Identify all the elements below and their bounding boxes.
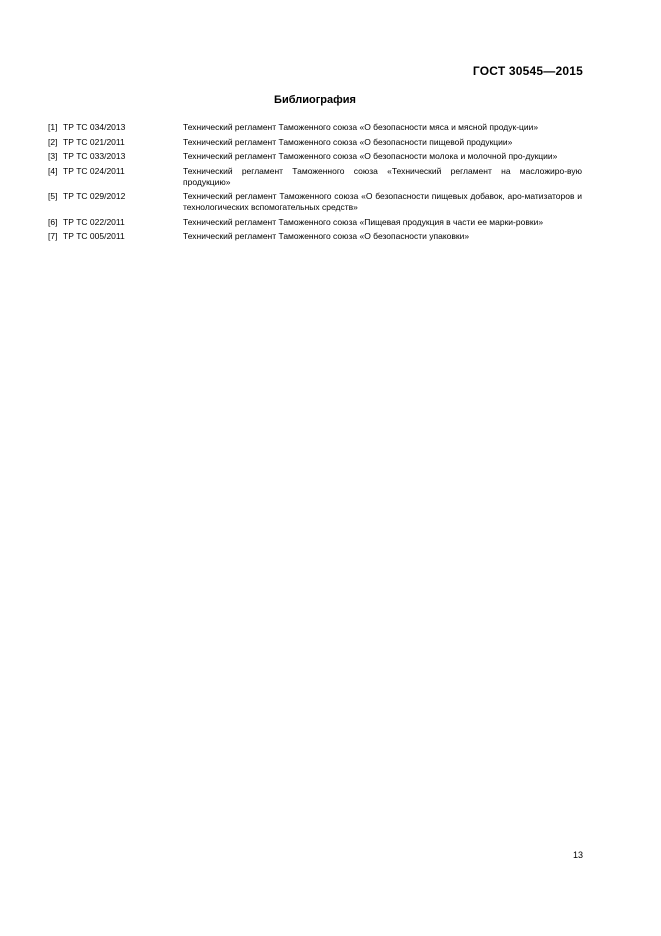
- bibliography-entry: [48, 231, 582, 242]
- entry-document-code: ТР ТС 005/2011: [63, 231, 125, 241]
- bibliography-entry: [48, 166, 582, 188]
- bibliography-entry: [48, 217, 582, 228]
- entry-title: Технический регламент Таможенного союза «О безопасности мяса и мясной продук-ции»: [183, 122, 539, 132]
- entry-document-code: ТР ТС 034/2013: [63, 122, 126, 132]
- bibliography-list: [48, 122, 582, 246]
- entry-title: Технический регламент Таможенного союза «Технический регламент на масложиро-вую продукцию»: [183, 165, 582, 187]
- entry-number: [5]: [48, 191, 58, 201]
- entry-number: [7]: [48, 231, 58, 241]
- entry-title: Технический регламент Таможенного союза «Пищевая продукция в части ее марки-ровки»: [183, 216, 544, 227]
- entry-document-code: ТР ТС 022/2011: [63, 216, 125, 227]
- entry-document-code: ТР ТС 029/2012: [63, 191, 126, 201]
- entry-number: [3]: [48, 151, 58, 161]
- entry-number: [2]: [48, 136, 58, 147]
- bibliography-entry: [48, 137, 582, 148]
- document-code: ГОСТ 30545—2015: [472, 64, 583, 78]
- section-title: Библиография: [274, 94, 356, 106]
- entry-title: Технический регламент Таможенного союза «О безопасности пищевых добавок, аро-матизаторов и технологических вспомогательных средств»: [183, 191, 582, 212]
- entry-document-code: ТР ТС 021/2011: [63, 136, 125, 147]
- page-number: 13: [572, 850, 583, 860]
- bibliography-entry: [48, 191, 582, 213]
- entry-document-code: ТР ТС 033/2013: [63, 151, 126, 161]
- entry-number: [4]: [48, 165, 58, 176]
- entry-number: [1]: [48, 122, 58, 132]
- bibliography-entry: [48, 122, 582, 133]
- bibliography-entry: [48, 151, 582, 162]
- entry-document-code: ТР ТС 024/2011: [63, 165, 125, 176]
- entry-title: Технический регламент Таможенного союза «О безопасности пищевой продукции»: [183, 136, 513, 147]
- entry-title: Технический регламент Таможенного союза «О безопасности молока и молочной про-дукции»: [183, 151, 558, 161]
- entry-title: Технический регламент Таможенного союза «О безопасности упаковки»: [183, 231, 470, 241]
- entry-number: [6]: [48, 216, 58, 227]
